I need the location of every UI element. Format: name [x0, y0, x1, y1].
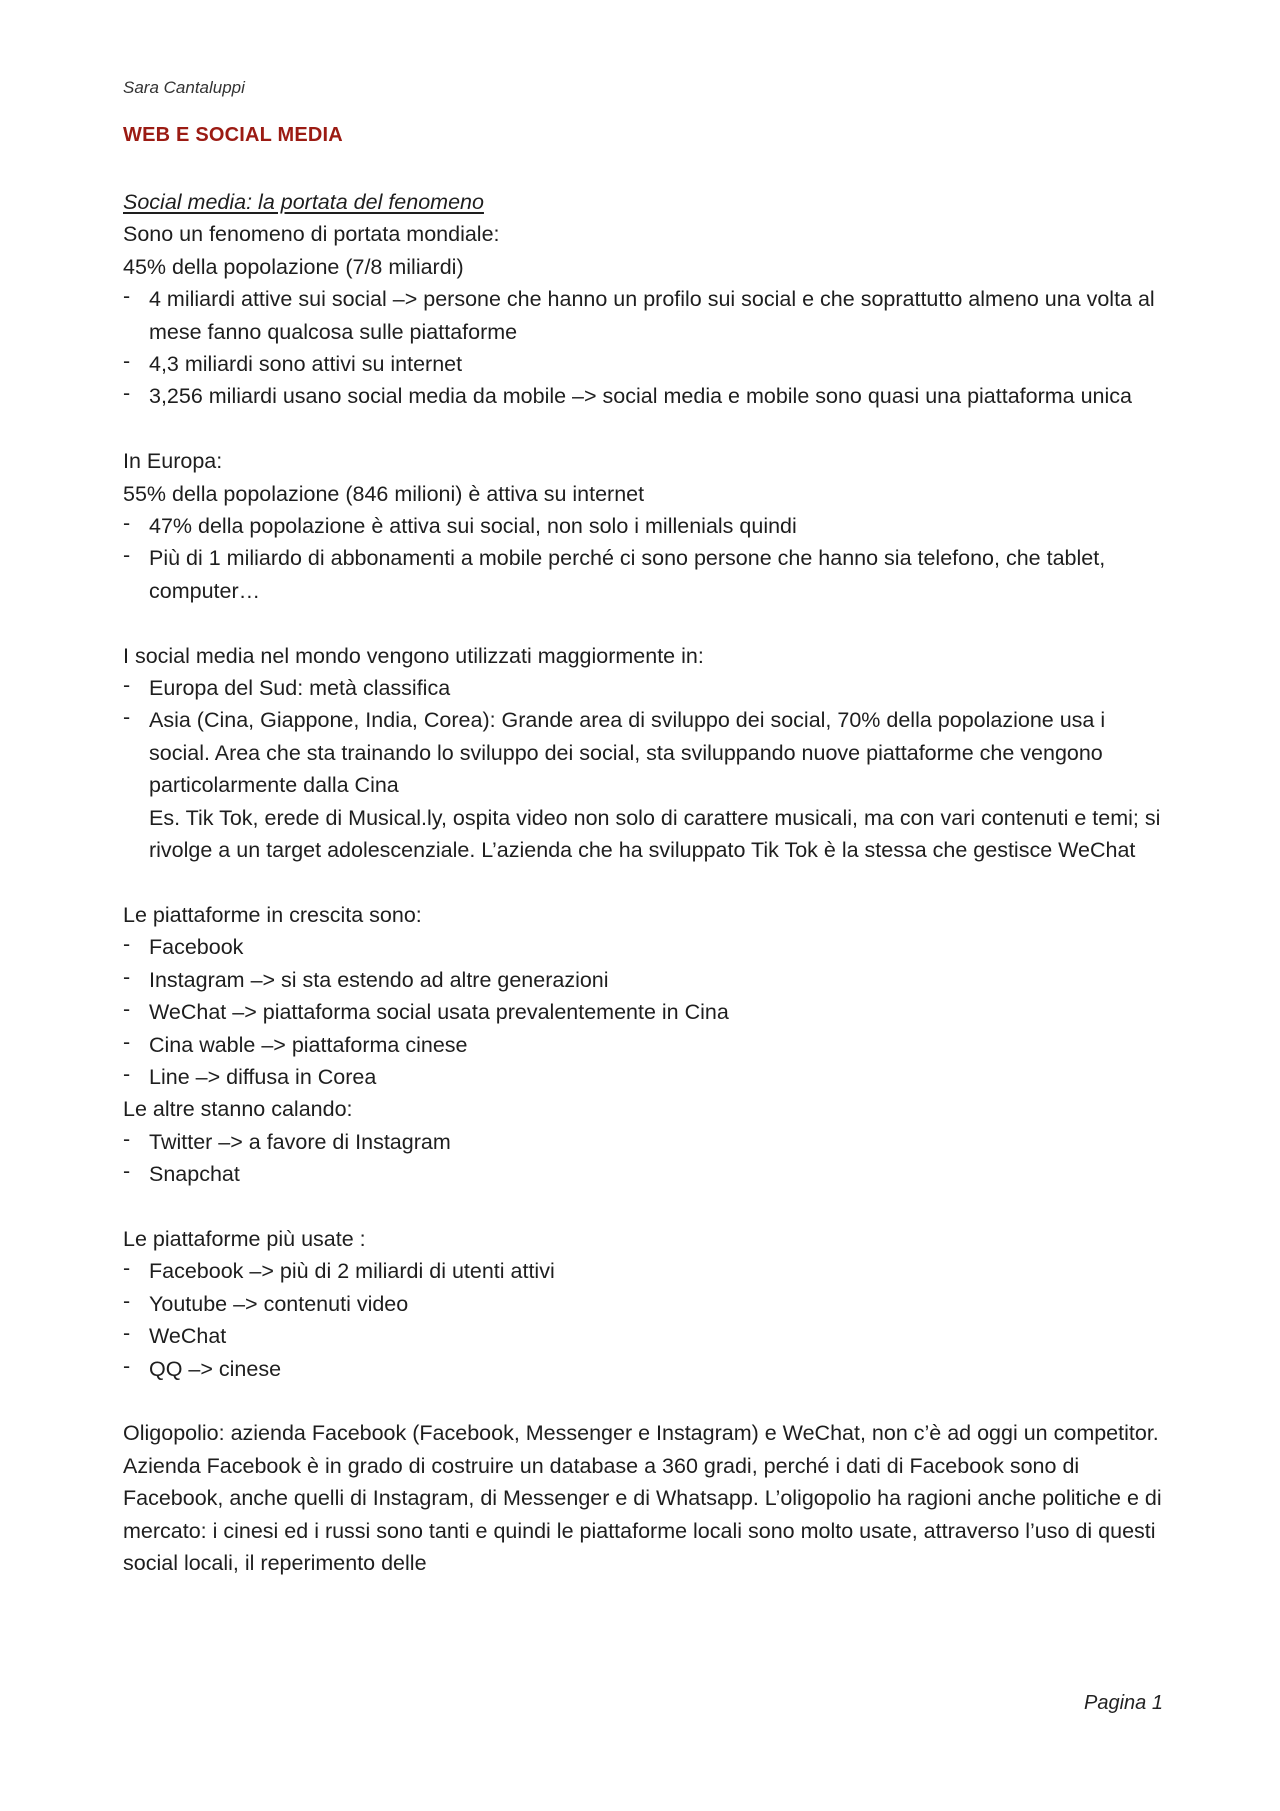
spacer	[123, 607, 1163, 639]
example-text: Es. Tik Tok, erede di Musical.ly, ospita video non solo di carattere musicali, ma con vari contenuti e temi; si rivolge a un target adolescenziale. L’azienda che ha sviluppato Tik Tok è la stessa che gestisce WeChat	[149, 805, 1161, 863]
list-item: - WeChat	[123, 1320, 1163, 1352]
list-item: - Snapchat	[123, 1158, 1163, 1190]
list-item: - WeChat –> piattaforma social usata prevalentemente in Cina	[123, 996, 1163, 1028]
list-item: - 4 miliardi attive sui social –> persone che hanno un profilo sui social e che soprattutto almeno una volta al mese fanno qualcosa sulle piattaforme	[123, 283, 1163, 348]
declining-platforms-list	[123, 1126, 1163, 1191]
list-item: - Youtube –> contenuti video	[123, 1288, 1163, 1320]
list-item: - QQ –> cinese	[123, 1353, 1163, 1385]
oligopoly-paragraph: Oligopolio: azienda Facebook (Facebook, Messenger e Instagram) e WeChat, non c’è ad oggi un competitor. Azienda Facebook è in grado di costruire un database a 360 gradi, perché i dati di Facebook sono di Facebook, anche quelli di Instagram, di Messenger e di Whatsapp. L’oligopolio ha ragioni anche politiche e di mercato: i cinesi ed i russi sono tanti e quindi le piattaforme locali sono molto usate, attraverso l’uso di questi social locali, il reperimento delle	[123, 1421, 1162, 1575]
list-item: - Line –> diffusa in Corea	[123, 1061, 1163, 1093]
list-item: - 3,256 miliardi usano social media da mobile –> social media e mobile sono quasi una piattaforma unica	[123, 380, 1163, 412]
paragraph-line: 45% della popolazione (7/8 miliardi)	[123, 254, 464, 279]
list-item: - Facebook	[123, 931, 1163, 963]
paragraph-line: Le altre stanno calando:	[123, 1097, 353, 1122]
growing-platforms-list	[123, 931, 1163, 1093]
list-item	[123, 704, 1163, 866]
list-item: - Instagram –> si sta estendo ad altre generazioni	[123, 964, 1163, 996]
page-number: Pagina 1	[1084, 1692, 1163, 1714]
spacer	[123, 1385, 1163, 1417]
list-item: - 47% della popolazione è attiva sui social, non solo i millenials quindi	[123, 510, 1163, 542]
paragraph-line: Le piattaforme in crescita sono:	[123, 902, 422, 927]
europe-stats-list	[123, 510, 1163, 607]
spacer	[123, 1191, 1163, 1223]
spacer	[123, 413, 1163, 445]
list-item: - 4,3 miliardi sono attivi su internet	[123, 348, 1163, 380]
list-item: - Facebook –> più di 2 miliardi di utenti attivi	[123, 1255, 1163, 1287]
world-stats-list	[123, 283, 1163, 413]
list-item: - Europa del Sud: metà classifica	[123, 672, 1163, 704]
document-body	[123, 186, 1163, 1579]
list-item: - Più di 1 miliardo di abbonamenti a mobile perché ci sono persone che hanno sia telefono, che tablet, computer…	[123, 542, 1163, 607]
paragraph-line: 55% della popolazione (846 milioni) è attiva su internet	[123, 481, 645, 506]
list-item: - Twitter –> a favore di Instagram	[123, 1126, 1163, 1158]
author-name: Sara Cantaluppi	[123, 78, 245, 97]
paragraph-line: In Europa:	[123, 449, 223, 474]
document-title: WEB E SOCIAL MEDIA	[123, 124, 343, 146]
paragraph-line: Sono un fenomeno di portata mondiale:	[123, 222, 500, 247]
list-item-text: Asia (Cina, Giappone, India, Corea): Grande area di sviluppo dei social, 70% della popolazione usa i social. Area che sta trainando lo sviluppo dei social, sta sviluppando nuove piattaforme che vengono particolarmente dalla Cina	[149, 708, 1106, 798]
paragraph-line: Le piattaforme più usate :	[123, 1226, 366, 1251]
paragraph-line: I social media nel mondo vengono utilizzati maggiormente in:	[123, 643, 704, 668]
section-heading: Social media: la portata del fenomeno	[123, 190, 484, 214]
list-item: - Cina wable –> piattaforma cinese	[123, 1029, 1163, 1061]
spacer	[123, 867, 1163, 899]
usage-regions-list	[123, 672, 1163, 866]
most-used-platforms-list	[123, 1255, 1163, 1385]
